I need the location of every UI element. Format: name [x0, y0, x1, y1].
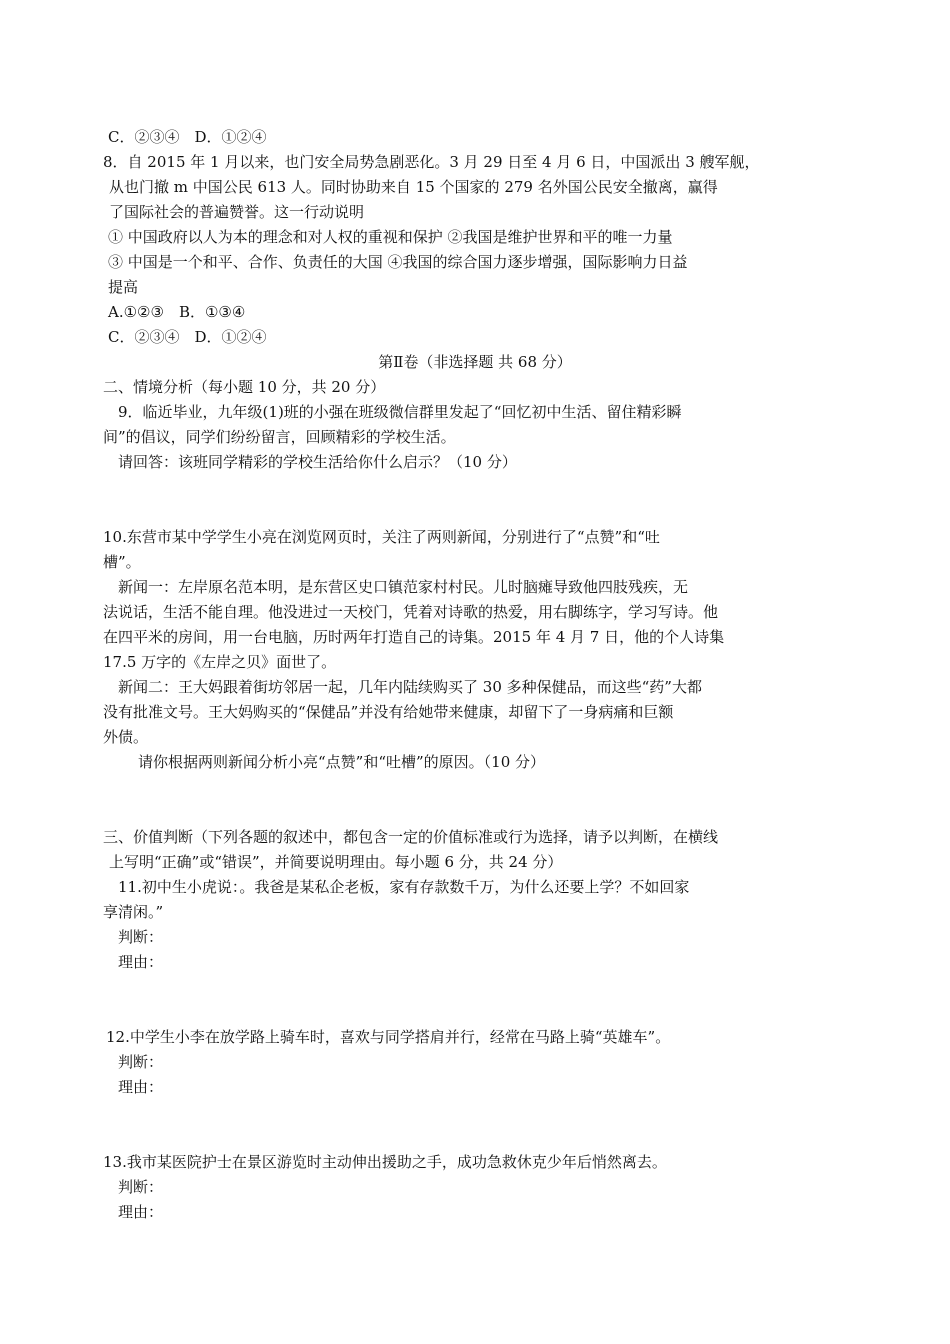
q9-ask: 请回答：该班同学精彩的学校生活给你什么启示？（10 分） — [118, 453, 517, 471]
q10-line1: 10.东营市某中学学生小亮在浏览网页时，关注了两则新闻，分别进行了“点赞”和“吐 — [103, 528, 660, 546]
q12-line1: 12.中学生小李在放学路上骑车时，喜欢与同学搭肩并行，经常在马路上骑“英雄车”。 — [106, 1028, 671, 1046]
q11-reason-label: 理由： — [118, 953, 164, 971]
q8-stem-line1: 8．自 2015 年 1 月以来，也门安全局势急剧恶化。3 月 29 日至 4 月 6 日，中国派出 3 艘军舰， — [103, 153, 760, 171]
q7-options-cd: C．②③④ D．①②④ — [108, 128, 267, 146]
q10-line2: 槽”。 — [103, 553, 141, 571]
q8-stem-line2: 从也门撤 m 中国公民 613 人。同时协助来自 15 个国家的 279 名外国公民安全撤离，赢得 — [109, 178, 718, 196]
q10-news2-line2: 没有批准文号。王大妈购买的“保健品”并没有给她带来健康，却留下了一身病痛和巨额 — [103, 703, 674, 721]
section2-heading: 二、情境分析（每小题 10 分，共 20 分） — [103, 378, 386, 396]
q9-line1: 9．临近毕业，九年级(1)班的小强在班级微信群里发起了“回忆初中生活、留住精彩瞬 — [118, 403, 682, 421]
q11-line1: 11.初中生小虎说：。我爸是某私企老板，家有存款数千万，为什么还要上学？不如回家 — [118, 878, 690, 896]
q13-line1: 13.我市某医院护士在景区游览时主动伸出援助之手，成功急救休克少年后悄然离去。 — [103, 1153, 667, 1171]
q8-options-cd: C．②③④ D．①②④ — [108, 328, 267, 346]
section3-heading-line1: 三、价值判断（下列各题的叙述中，都包含一定的价值标准或行为选择，请予以判断，在横线 — [103, 828, 719, 846]
q8-statement-2: ③ 中国是一个和平、合作、负责任的大国 ④我国的综合国力逐步增强，国际影响力日益 — [108, 253, 688, 271]
q8-stem-line3: 了国际社会的普遍赞誉。这一行动说明 — [109, 203, 365, 221]
q10-news2-line1: 新闻二：王大妈跟着街坊邻居一起，几年内陆续购买了 30 多种保健品，而这些“药”大都 — [118, 678, 702, 696]
q10-news1-line1: 新闻一：左岸原名范本明，是东营区史口镇范家村村民。儿时脑瘫导致他四肢残疾，无 — [118, 578, 689, 596]
q10-ask: 请你根据两则新闻分析小亮“点赞”和“吐槽”的原因。（10 分） — [138, 753, 546, 771]
q8-statement-1: ① 中国政府以人为本的理念和对人权的重视和保护 ②我国是维护世界和平的唯一力量 — [108, 228, 673, 246]
section3-heading-line2: 上写明“正确”或“错误”，并简要说明理由。每小题 6 分，共 24 分） — [109, 853, 563, 871]
q10-news2-line3: 外债。 — [103, 728, 149, 746]
q10-news1-line4: 17.5 万字的《左岸之贝》面世了。 — [103, 653, 337, 671]
q12-reason-label: 理由： — [118, 1078, 164, 1096]
q8-statement-3: 提高 — [108, 278, 139, 296]
q11-judge-label: 判断： — [118, 928, 164, 946]
q9-line2: 间”的倡议，同学们纷纷留言，回顾精彩的学校生活。 — [103, 428, 456, 446]
q12-judge-label: 判断： — [118, 1053, 164, 1071]
q10-news1-line2: 法说话，生活不能自理。他没进过一天校门，凭着对诗歌的热爱，用右脚练字，学习写诗。他 — [103, 603, 719, 621]
q10-news1-line3: 在四平米的房间，用一台电脑，历时两年打造自己的诗集。2015 年 4 月 7 日，他的个人诗集 — [103, 628, 725, 646]
q8-options-ab: A.①②③ B．①③④ — [108, 303, 246, 321]
q11-line2: 享清闲。” — [103, 903, 164, 921]
part2-title: 第Ⅱ卷（非选择题 共 68 分） — [378, 353, 572, 371]
q13-judge-label: 判断： — [118, 1178, 164, 1196]
q13-reason-label: 理由： — [118, 1203, 164, 1221]
